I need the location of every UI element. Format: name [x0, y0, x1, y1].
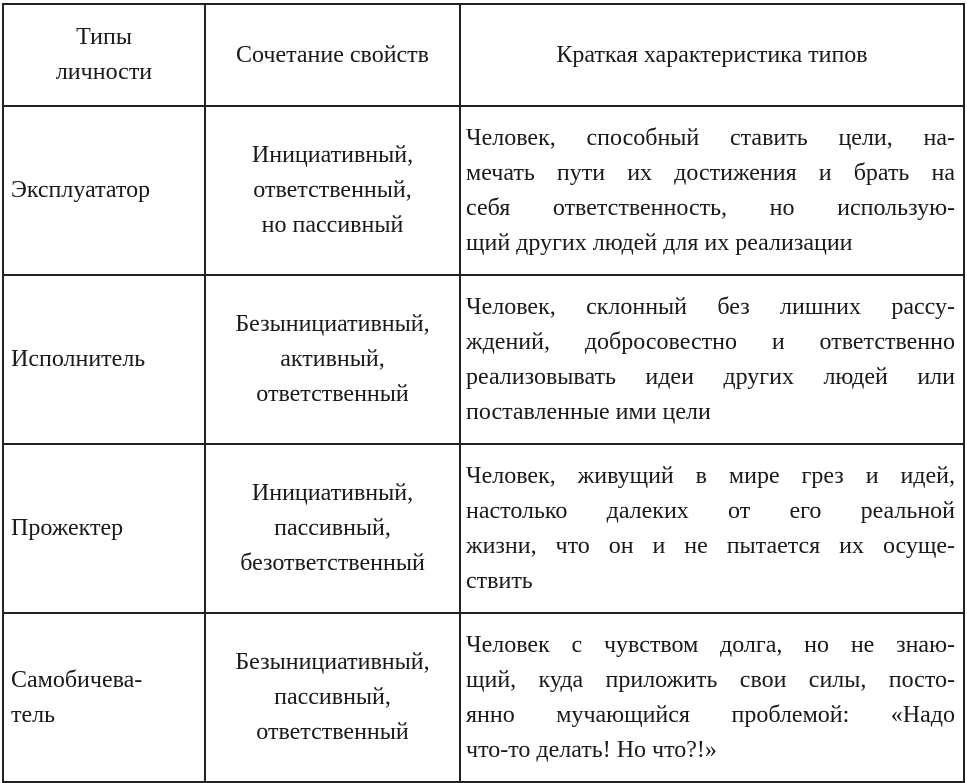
- property-combination: [205, 106, 460, 275]
- type-description-line: Человек, склонный без лишних рассу-: [466, 293, 955, 320]
- property-combination-line: активный,: [280, 346, 385, 372]
- property-combination-line: Безынициативный,: [235, 649, 430, 675]
- property-combination: [205, 275, 460, 444]
- table-row: [3, 444, 964, 613]
- personality-type-line: тель: [11, 701, 56, 728]
- personality-types-table: [2, 3, 965, 783]
- type-description: [460, 613, 964, 782]
- header-combination-text: Сочетание свойств: [235, 41, 430, 68]
- header-types-line: Типы: [76, 24, 132, 50]
- property-combination-line: ответственный: [256, 719, 409, 745]
- type-description-line: жизни, что он и не пытается их осуще-: [466, 532, 955, 559]
- type-description-line: щий других людей для их реализации: [466, 229, 853, 256]
- property-combination-line: безответственный: [240, 550, 425, 576]
- type-description: [460, 106, 964, 275]
- personality-type-line: Самобичева-: [11, 666, 143, 693]
- property-combination-line: ответственный,: [253, 177, 412, 203]
- header-types-line: личности: [55, 59, 153, 85]
- type-description-line: ствить: [466, 567, 533, 594]
- property-combination-line: Безынициативный,: [235, 311, 430, 337]
- property-combination-line: Инициативный,: [251, 480, 414, 506]
- table-row: [3, 275, 964, 444]
- property-combination-line: пассивный,: [274, 684, 391, 710]
- type-description-line: себя ответственность, но использую-: [466, 194, 955, 221]
- type-description-line: поставленные ими цели: [466, 398, 711, 425]
- type-description-line: реализовывать идеи других людей или: [466, 363, 955, 390]
- personality-type: [3, 275, 205, 444]
- property-combination-line: пассивный,: [274, 515, 391, 541]
- personality-type: [3, 106, 205, 275]
- personality-type: [3, 444, 205, 613]
- table-row: [3, 613, 964, 782]
- table-header-row: [3, 4, 964, 106]
- header-description: [460, 4, 964, 106]
- type-description-line: Человек, способный ставить цели, на-: [466, 124, 955, 151]
- personality-type-line: Исполнитель: [11, 346, 146, 372]
- property-combination-line: Инициативный,: [251, 142, 414, 168]
- type-description: [460, 275, 964, 444]
- personality-type-line: Прожектер: [11, 515, 124, 541]
- property-combination: [205, 444, 460, 613]
- type-description-line: Человек с чувством долга, но не знаю-: [466, 631, 955, 658]
- type-description-line: мечать пути их достижения и брать на: [466, 159, 955, 186]
- property-combination-line: но пассивный: [261, 212, 404, 238]
- type-description-line: Человек, живущий в мире грез и идей,: [466, 462, 955, 489]
- header-description-text: Краткая характеристика типов: [556, 41, 868, 68]
- type-description-line: что-то делать! Но что?!»: [466, 736, 717, 763]
- type-description-line: щий, куда приложить свои силы, посто-: [466, 666, 955, 693]
- property-combination: [205, 613, 460, 782]
- personality-type: [3, 613, 205, 782]
- type-description-line: настолько далеких от его реальной: [466, 497, 955, 524]
- header-types: [3, 4, 205, 106]
- type-description: [460, 444, 964, 613]
- property-combination-line: ответственный: [256, 381, 409, 407]
- type-description-line: ждений, добросовестно и ответственно: [466, 328, 955, 355]
- personality-type-line: Эксплуататор: [11, 177, 151, 203]
- header-combination: [205, 4, 460, 106]
- table-row: [3, 106, 964, 275]
- type-description-line: янно мучающийся проблемой: «Надо: [466, 701, 955, 728]
